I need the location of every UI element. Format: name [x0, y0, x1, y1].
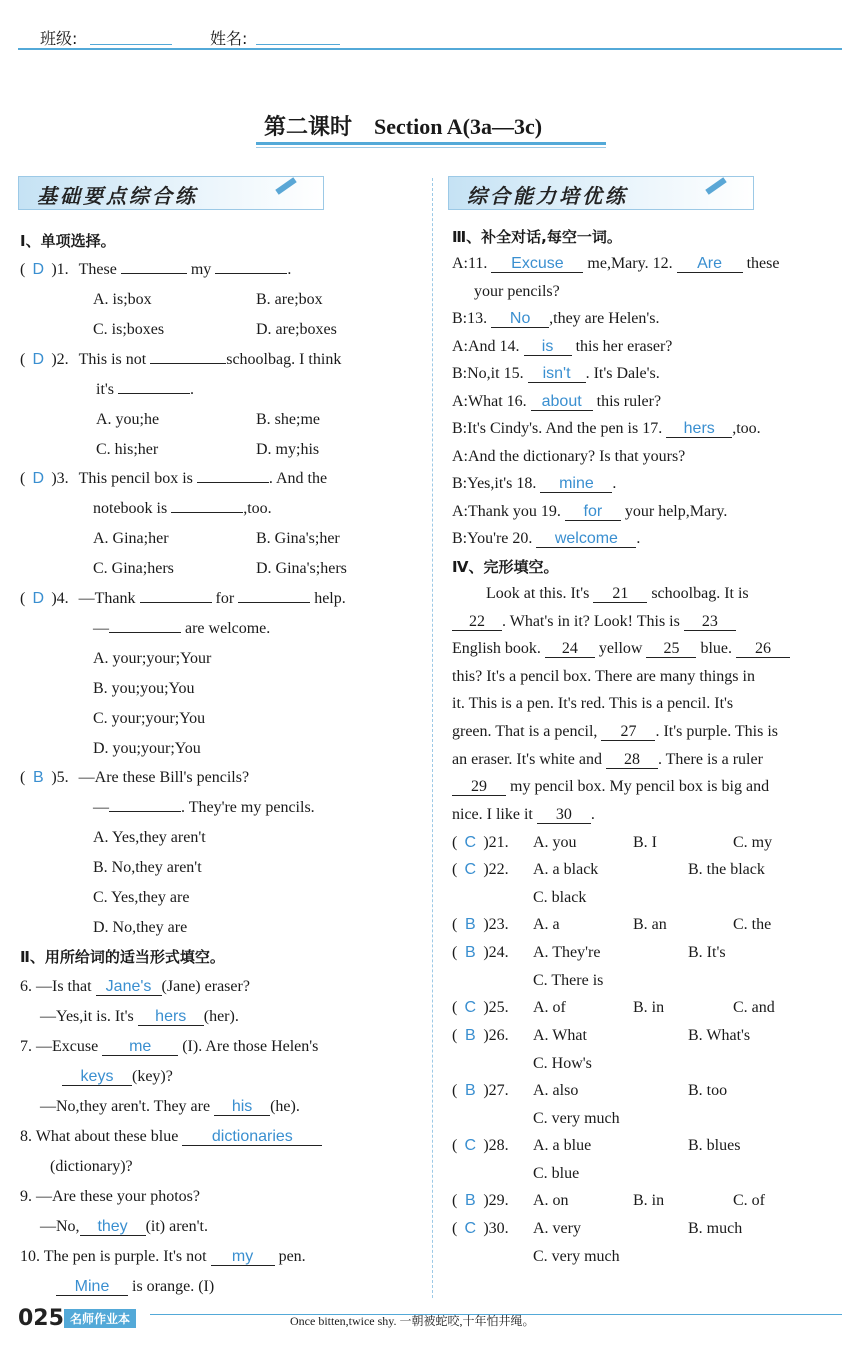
q4-blank-2[interactable] — [238, 602, 310, 603]
left-section-banner — [18, 176, 324, 210]
dialog-answer-12[interactable]: Are — [677, 255, 743, 273]
q4-option-a: A. your;your;Your — [93, 650, 212, 667]
section-1-heading: Ⅰ、单项选择。 — [20, 232, 116, 250]
q4-blank-3[interactable] — [109, 632, 181, 633]
q6-line-2: —Yes,it is. It's hers (her). — [40, 1008, 239, 1025]
q24-option-c: C. There is — [533, 972, 604, 989]
dialog-line-1b: your pencils? — [474, 283, 560, 300]
q8-line-1: 8. What about these blue dictionaries — [20, 1126, 322, 1148]
cloze-q22: ( C )22. — [452, 859, 509, 881]
footer-proverb: Once bitten,twice shy. 一朝被蛇咬,十年怕井绳。 — [290, 1314, 535, 1328]
q3-option-c: C. Gina;hers — [93, 560, 174, 577]
passage-line-8: 29 my pencil box. My pencil box is big and — [452, 776, 769, 798]
cloze-blank-25[interactable]: 25 — [646, 640, 696, 658]
q6-answer-1[interactable]: Jane's — [96, 978, 162, 996]
right-banner-text: 综合能力培优练 — [467, 184, 628, 208]
cloze-blank-27[interactable]: 27 — [601, 723, 655, 741]
q28-answer: C — [464, 1137, 477, 1154]
q2-blank-2[interactable] — [118, 393, 190, 394]
q3-blank-1[interactable] — [197, 482, 269, 483]
q27-answer: B — [464, 1082, 476, 1099]
q9-line-2: —No, they (it) aren't. — [40, 1218, 208, 1235]
q25-option-a: A. of — [533, 999, 566, 1016]
q1-line: ( D )1. These my . — [20, 259, 291, 281]
dialog-answer-18[interactable]: mine — [540, 475, 612, 493]
q30-option-a: A. very — [533, 1220, 581, 1237]
q7-line-1: 7. —Excuse me (I). Are those Helen's — [20, 1038, 319, 1055]
class-label: 班级: — [40, 29, 78, 48]
q22-option-a: A. a black — [533, 861, 599, 878]
q29-option-b: B. in — [633, 1192, 665, 1209]
title-underline — [256, 142, 606, 145]
q1-option-a: A. is;box — [93, 291, 152, 308]
q4-line: ( D )4. —Thank for help. — [20, 588, 346, 610]
q23-option-b: B. an — [633, 916, 667, 933]
q5-option-d: D. No,they are — [93, 919, 188, 936]
brand-badge: 名师作业本 — [64, 1309, 136, 1328]
q3-blank-2[interactable] — [171, 512, 243, 513]
dialog-answer-14[interactable]: is — [524, 338, 572, 356]
q23-answer: B — [464, 916, 476, 933]
dialog-line-5: A:What 16. about this ruler? — [452, 393, 662, 410]
q1-blank-2[interactable] — [215, 273, 287, 274]
q9-line-1: 9. —Are these your photos? — [20, 1188, 200, 1205]
cloze-q21: ( C )21. — [452, 832, 509, 854]
q5-option-c: C. Yes,they are — [93, 889, 190, 906]
dialog-answer-19[interactable]: for — [565, 503, 621, 521]
dialog-answer-11[interactable]: Excuse — [491, 255, 583, 273]
q7-answer-3[interactable]: his — [214, 1098, 270, 1116]
cloze-blank-22[interactable]: 22 — [452, 613, 502, 631]
q25-option-c: C. and — [733, 999, 775, 1016]
header-rule — [18, 48, 842, 50]
dialog-line-6: B:It's Cindy's. And the pen is 17. hers ,too. — [452, 420, 761, 437]
q29-answer: B — [464, 1192, 476, 1209]
q5-option-a: A. Yes,they aren't — [93, 829, 206, 846]
q3-option-d: D. Gina's;hers — [256, 560, 347, 577]
q8-line-2: (dictionary)? — [50, 1158, 133, 1175]
cloze-q28: ( C )28. — [452, 1135, 509, 1157]
passage-line-3: English book. 24 yellow 25 blue. 26 — [452, 638, 790, 660]
q1-option-c: C. is;boxes — [93, 321, 165, 338]
dialog-line-10: B:You're 20. welcome . — [452, 530, 641, 547]
q28-option-a: A. a blue — [533, 1137, 592, 1154]
q21-answer: C — [464, 834, 477, 851]
dialog-answer-15[interactable]: isn't — [528, 365, 586, 383]
dialog-line-7: A:And the dictionary? Is that yours? — [452, 448, 686, 465]
q30-option-b: B. much — [688, 1220, 743, 1237]
left-banner-text: 基础要点综合练 — [37, 184, 198, 208]
section-3-heading: Ⅲ、补全对话,每空一词。 — [452, 228, 622, 246]
cloze-blank-29[interactable]: 29 — [452, 778, 506, 796]
dialog-line-8: B:Yes,it's 18. mine . — [452, 475, 617, 492]
cloze-q30: ( C )30. — [452, 1218, 509, 1240]
q2-option-c: C. his;her — [96, 441, 159, 458]
dialog-line-4: B:No,it 15. isn't . It's Dale's. — [452, 365, 660, 382]
q23-option-a: A. a — [533, 916, 560, 933]
q3-line: ( D )3. This pencil box is . And the — [20, 468, 327, 490]
pencil-icon — [705, 177, 726, 195]
name-blank[interactable] — [256, 44, 340, 45]
cloze-blank-28[interactable]: 28 — [606, 751, 658, 769]
q25-option-b: B. in — [633, 999, 665, 1016]
dialog-line-3: A:And 14. is this her eraser? — [452, 338, 673, 355]
section-2-heading: Ⅱ、用所给词的适当形式填空。 — [20, 948, 225, 966]
q10-line-1: 10. The pen is purple. It's not my pen. — [20, 1248, 306, 1265]
q9-answer-1[interactable]: they — [80, 1218, 146, 1236]
q23-option-c: C. the — [733, 916, 772, 933]
cloze-q25: ( C )25. — [452, 997, 509, 1019]
passage-line-2: 22 . What's in it? Look! This is 23 — [452, 611, 736, 633]
q27-option-b: B. too — [688, 1082, 728, 1099]
cloze-q24: ( B )24. — [452, 942, 509, 964]
q22-option-b: B. the black — [688, 861, 765, 878]
q8-answer-1[interactable]: dictionaries — [182, 1128, 322, 1146]
q22-answer: C — [464, 861, 477, 878]
q7-answer-2[interactable]: keys — [62, 1068, 132, 1086]
cloze-q29: ( B )29. — [452, 1190, 509, 1212]
passage-line-9: nice. I like it 30 . — [452, 806, 595, 823]
q4-answer: D — [32, 590, 45, 607]
cloze-blank-26[interactable]: 26 — [736, 640, 790, 658]
q1-option-d: D. are;boxes — [256, 321, 337, 338]
title-underline-thin — [256, 147, 606, 148]
q24-option-a: A. They're — [533, 944, 601, 961]
q1-option-b: B. are;box — [256, 291, 323, 308]
passage-line-5: it. This is a pen. It's red. This is a pencil. It's — [452, 695, 734, 712]
q21-option-b: B. I — [633, 834, 657, 851]
page-title: 第二课时 Section A(3a—3c) — [264, 114, 543, 139]
q24-answer: B — [464, 944, 476, 961]
q26-answer: B — [464, 1027, 476, 1044]
cloze-blank-23[interactable]: 23 — [684, 613, 736, 631]
q26-option-b: B. What's — [688, 1027, 751, 1044]
cloze-q23: ( B )23. — [452, 914, 509, 936]
q25-answer: C — [464, 999, 477, 1016]
right-section-banner — [448, 176, 754, 210]
cloze-q26: ( B )26. — [452, 1025, 509, 1047]
pencil-icon — [275, 177, 296, 195]
section-4-heading: Ⅳ、完形填空。 — [452, 558, 559, 576]
q22-option-c: C. black — [533, 889, 587, 906]
q29-option-c: C. of — [733, 1192, 765, 1209]
q7-line-2: keys (key)? — [62, 1066, 173, 1088]
q5-blank-1[interactable] — [109, 811, 181, 812]
dialog-answer-16[interactable]: about — [531, 393, 593, 411]
q3-option-b: B. Gina's;her — [256, 530, 340, 547]
q5-line: ( B )5. —Are these Bill's pencils? — [20, 767, 249, 789]
column-divider — [432, 178, 433, 1298]
name-label: 姓名: — [210, 29, 248, 48]
cloze-blank-24[interactable]: 24 — [545, 640, 595, 658]
q10-line-2: Mine is orange. (I) — [56, 1276, 214, 1298]
q21-option-c: C. my — [733, 834, 773, 851]
q2-line: ( D )2. This is not schoolbag. I think — [20, 349, 341, 371]
passage-line-7: an eraser. It's white and 28 . There is a ruler — [452, 751, 763, 768]
q4-option-c: C. your;your;You — [93, 710, 206, 727]
q2-blank-1[interactable] — [150, 363, 226, 364]
q24-option-b: B. It's — [688, 944, 726, 961]
q4-option-d: D. you;your;You — [93, 740, 201, 757]
cloze-blank-21[interactable]: 21 — [593, 585, 647, 603]
q27-option-a: A. also — [533, 1082, 579, 1099]
dialog-answer-20[interactable]: welcome — [536, 530, 636, 548]
q3-option-a: A. Gina;her — [93, 530, 169, 547]
q10-answer-1[interactable]: my — [211, 1248, 275, 1266]
q1-answer: D — [32, 261, 45, 278]
dialog-line-9: A:Thank you 19. for your help,Mary. — [452, 503, 728, 520]
q29-option-a: A. on — [533, 1192, 569, 1209]
q28-option-b: B. blues — [688, 1137, 741, 1154]
class-blank[interactable] — [90, 44, 172, 45]
q30-option-c: C. very much — [533, 1248, 620, 1265]
q26-option-a: A. What — [533, 1027, 587, 1044]
passage-line-1: Look at this. It's 21 schoolbag. It is — [486, 585, 749, 602]
q28-option-c: C. blue — [533, 1165, 580, 1182]
q5-option-b: B. No,they aren't — [93, 859, 202, 876]
page-number: 025 — [18, 1306, 64, 1331]
dialog-line-2: B:13. No ,they are Helen's. — [452, 310, 660, 327]
q4-option-b: B. you;you;You — [93, 680, 195, 697]
q7-answer-1[interactable]: me — [102, 1038, 178, 1056]
passage-line-6: green. That is a pencil, 27 . It's purple. This is — [452, 723, 779, 740]
q21-option-a: A. you — [533, 834, 577, 851]
q6-answer-2[interactable]: hers — [138, 1008, 204, 1026]
q26-option-c: C. How's — [533, 1055, 592, 1072]
cloze-blank-30[interactable]: 30 — [537, 806, 591, 824]
cloze-q27: ( B )27. — [452, 1080, 509, 1102]
passage-line-4: this? It's a pencil box. There are many things in — [452, 668, 755, 685]
dialog-answer-17[interactable]: hers — [666, 420, 732, 438]
dialog-answer-13[interactable]: No — [491, 310, 549, 328]
q2-option-b: B. she;me — [256, 411, 320, 428]
q2-option-a: A. you;he — [96, 411, 160, 428]
q10-answer-2[interactable]: Mine — [56, 1278, 128, 1296]
q30-answer: C — [464, 1220, 477, 1237]
dialog-line-1: A:11. Excuse me,Mary. 12. Are these — [452, 255, 780, 272]
q27-option-c: C. very much — [533, 1110, 620, 1127]
q3-answer: D — [32, 470, 45, 487]
q2-option-d: D. my;his — [256, 441, 320, 458]
q2-answer: D — [32, 351, 45, 368]
q1-blank-1[interactable] — [121, 273, 187, 274]
q4-blank-1[interactable] — [140, 602, 212, 603]
q5-answer: B — [32, 769, 44, 786]
q6-line-1: 6. —Is that Jane's (Jane) eraser? — [20, 978, 250, 995]
q7-line-3: —No,they aren't. They are his (he). — [40, 1098, 300, 1115]
